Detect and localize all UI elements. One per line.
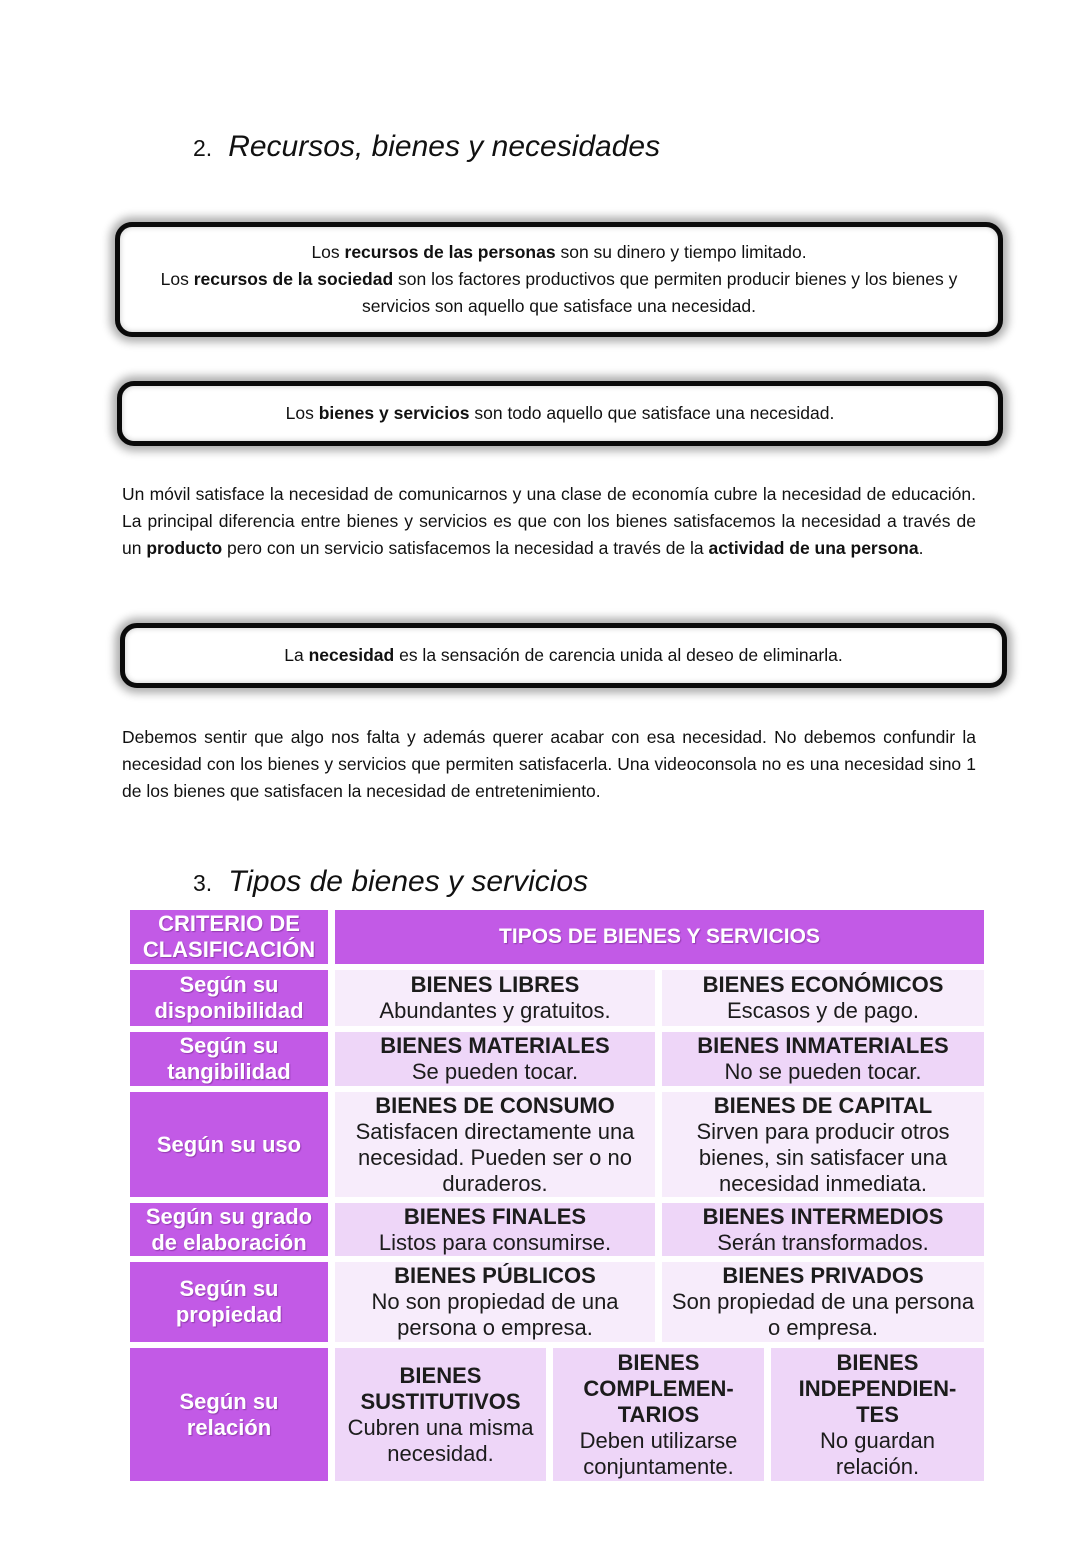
text-fragment: pero con un servicio satisfacemos la necesidad a través de la (222, 538, 709, 558)
criterion-relation: Según su relación (130, 1348, 328, 1481)
relation-goods-group (335, 1348, 984, 1481)
criterion-elaboration: Según su grado de elaboración (130, 1203, 328, 1256)
text-fragment: Un móvil satisface la necesidad de comunicarnos y una clase de economía cubre la necesidad de educación. La principal diferencia entre bienes y servicios es que con los bienes satisfacemos la necesidad a través de un (122, 484, 976, 558)
goods-cell-public (335, 1262, 655, 1342)
text-fragment: son los factores productivos que permiten producir bienes y los bienes y servicios son aquello que satisface una necesidad. (362, 269, 958, 316)
goods-type-name: BIENES FINALES (403, 1203, 587, 1229)
goods-type-description: No son propiedad de una persona o empresa. (371, 1289, 619, 1340)
definition-need (141, 642, 986, 669)
text-fragment: Los (311, 242, 345, 262)
goods-type-description: Abundantes y gratuitos. (379, 998, 611, 1023)
goods-cell-complementary (553, 1348, 764, 1481)
goods-cell-material (335, 1032, 655, 1086)
goods-type-description: Se pueden tocar. (411, 1059, 579, 1084)
paragraph-need-explanation: Debemos sentir que algo nos falta y además querer acabar con esa necesidad. No debemos confundir la necesidad con los bienes y servicios que permiten satisfacerla. Una videoconsola no es una necesidad sino 1 de los bienes que satisfacen la necesidad de entretenimiento. (122, 727, 976, 801)
goods-type-name: BIENES PRIVADOS (722, 1263, 924, 1288)
goods-type-name: BIENES PÚBLICOS (394, 1263, 596, 1288)
definition-box-resources (115, 222, 1003, 337)
key-term: actividad de una persona (708, 538, 919, 558)
text-fragment: es la sensación de carencia unida al deseo de eliminarla. (394, 645, 843, 665)
criterion-tangibility: Según su tangibilidad (130, 1032, 328, 1086)
definition-box-need (120, 623, 1007, 688)
text-fragment: son su dinero y tiempo limitado. (555, 242, 807, 262)
key-term: necesidad (308, 645, 395, 665)
goods-type-name: BIENES INTERMEDIOS (702, 1203, 944, 1229)
goods-type-description: Listos para consumirse. (378, 1229, 612, 1255)
definition-box-goods-services (117, 381, 1003, 446)
goods-type-description: Serán transformados. (717, 1229, 929, 1255)
goods-cell-private (662, 1262, 984, 1342)
section-number: 3. (193, 870, 213, 896)
goods-type-description: No se pueden tocar. (724, 1059, 922, 1084)
table-header-criterion: CRITERIO DE CLASIFICACIÓN (130, 910, 328, 964)
text-fragment: La (284, 645, 309, 665)
goods-type-description: Escasos y de pago. (726, 998, 919, 1023)
key-term: producto (146, 538, 223, 558)
goods-type-name: BIENES DE CONSUMO (375, 1092, 615, 1118)
goods-cell-final (335, 1203, 655, 1256)
goods-type-name: BIENES DE CAPITAL (713, 1092, 933, 1118)
goods-cell-intermediate (662, 1203, 984, 1256)
section-number: 2. (193, 135, 213, 161)
section-title: Recursos, bienes y necesidades (228, 130, 661, 163)
section-title: Tipos de bienes y servicios (228, 865, 589, 898)
text-fragment: son todo aquello que satisface una necesidad. (469, 403, 835, 423)
criterion-availability: Según su disponibilidad (130, 970, 328, 1026)
definition-society-resources (136, 266, 982, 320)
goods-type-description: Deben utilizarse conjuntamente. (579, 1427, 738, 1479)
section-3-heading (193, 864, 588, 901)
definition-personal-resources (136, 239, 982, 266)
goods-type-name: BIENES SUSTITUTIVOS (360, 1362, 521, 1414)
key-term: recursos de la sociedad (193, 269, 394, 289)
goods-cell-immaterial (662, 1032, 984, 1086)
goods-type-description: Cubren una misma necesidad. (347, 1414, 534, 1466)
criterion-use: Según su uso (130, 1092, 328, 1197)
goods-classification-table (130, 910, 984, 1481)
goods-type-name: BIENES LIBRES (410, 972, 580, 997)
section-2-heading (193, 129, 660, 166)
key-term: recursos de las personas (344, 242, 556, 262)
goods-type-description: No guardan relación. (820, 1427, 935, 1479)
paragraph-goods-vs-services (122, 481, 976, 562)
goods-cell-independent (771, 1348, 984, 1481)
goods-type-description: Satisfacen directamente una necesidad. Pueden ser o no duraderos. (355, 1118, 635, 1196)
definition-goods-services (138, 400, 982, 427)
goods-type-name: BIENES INMATERIALES (697, 1033, 949, 1058)
goods-type-description: Sirven para producir otros bienes, sin satisfacer una necesidad inmediata. (696, 1118, 950, 1196)
goods-type-name: BIENES COMPLEMEN-TARIOS (583, 1349, 734, 1427)
text-fragment: Los (160, 269, 194, 289)
goods-type-name: BIENES ECONÓMICOS (702, 972, 944, 997)
goods-cell-substitute (335, 1348, 546, 1481)
text-fragment: Los (285, 403, 319, 423)
goods-cell-economic (662, 970, 984, 1026)
goods-cell-consumer (335, 1092, 655, 1197)
table-header-types: TIPOS DE BIENES Y SERVICIOS (335, 910, 984, 964)
goods-cell-capital (662, 1092, 984, 1197)
goods-type-description: Son propiedad de una persona o empresa. (671, 1289, 975, 1340)
goods-type-name: BIENES INDEPENDIEN-TES (798, 1349, 957, 1427)
text-fragment: . (918, 538, 924, 558)
goods-cell-free (335, 970, 655, 1026)
goods-type-name: BIENES MATERIALES (380, 1033, 610, 1058)
criterion-ownership: Según su propiedad (130, 1262, 328, 1342)
key-term: bienes y servicios (318, 403, 470, 423)
